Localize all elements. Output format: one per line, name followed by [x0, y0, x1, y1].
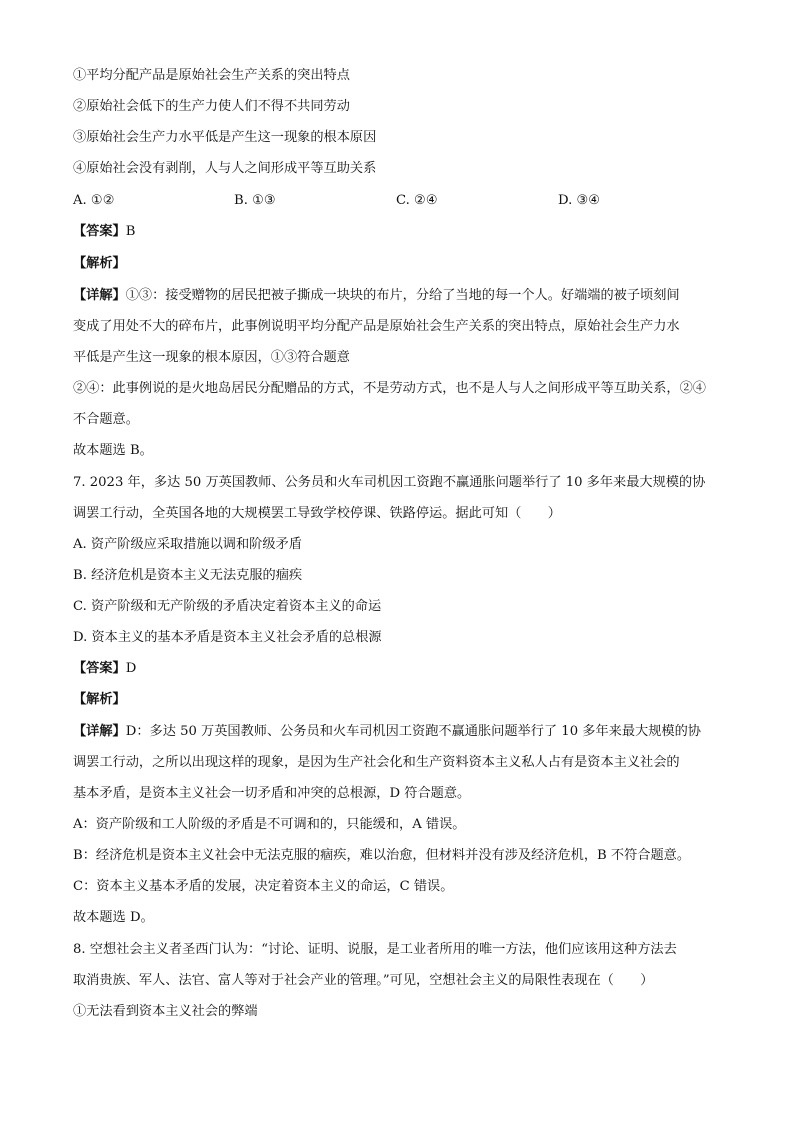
q6-analysis-heading — [73, 254, 723, 274]
q7-detail-b: B：经济危机是资本主义社会中无法克服的痼疾，难以治愈，但材料并没有涉及经济危机，B 不符合题意。 — [73, 848, 691, 863]
q7-detail-c: C：资本主义基本矛盾的发展，决定着资本主义的命运，C 错误。 — [73, 879, 454, 894]
q6-option-a: A. ①② — [73, 193, 115, 208]
answer-value: B — [125, 224, 136, 239]
q6-statement-2: ②原始社会低下的生产力使人们不得不共同劳动 — [73, 99, 350, 114]
q7-detail-line-1 — [73, 722, 723, 742]
detail-text: D：多达 50 万英国教师、公务员和火车司机因工资跑不赢通胀问题举行了 10 多年来最大规模的协 — [125, 724, 701, 739]
q7-detail-line-3: 基本矛盾，是资本主义社会一切矛盾和冲突的总根源，D 符合题意。 — [73, 786, 471, 801]
q7-option-c: C. 资产阶级和无产阶级的矛盾决定着资本主义的命运 — [73, 599, 382, 614]
q7-option-b: B. 经济危机是资本主义无法克服的痼疾 — [73, 568, 303, 583]
q6-detail-line-3: 平低是产生这一现象的根本原因，①③符合题意 — [73, 350, 350, 365]
q6-statement-4: ④原始社会没有剥削，人与人之间形成平等互助关系 — [73, 161, 377, 176]
answer-label: 【答案】 — [73, 661, 126, 676]
answer-value: D — [125, 661, 137, 676]
q7-analysis-heading — [73, 690, 723, 710]
answer-label: 【答案】 — [73, 224, 126, 239]
q7-option-a: A. 资产阶级应采取措施以调和阶级矛盾 — [73, 537, 302, 552]
q7-conclusion: 故本题选 D。 — [73, 910, 154, 925]
q6-detail-line-4: ②④：此事例说的是火地岛居民分配赠品的方式，不是劳动方式，也不是人与人之间形成平等互助关系，②④ — [73, 381, 706, 396]
q8-statement-1: ①无法看到资本主义社会的弊端 — [73, 1004, 258, 1019]
q6-conclusion: 故本题选 B。 — [73, 443, 153, 458]
analysis-label: 【解析】 — [73, 256, 126, 271]
q6-detail-line-1 — [73, 286, 723, 306]
q6-options-row — [73, 191, 723, 211]
q7-detail-line-2: 调罢工行动，之所以出现这样的现象，是因为生产社会化和生产资料资本主义私人占有是资本主义社会的 — [73, 755, 680, 770]
q8-stem-line-2: 取消贵族、军人、法官、富人等对于社会产业的管理。”可见，空想社会主义的局限性表现在（ ） — [73, 973, 654, 988]
detail-label: 【详解】 — [73, 288, 126, 303]
q6-option-d: D. ③④ — [558, 193, 601, 208]
q7-answer — [73, 659, 723, 679]
detail-text: ①③：接受赠物的居民把被子撕成一块块的布片，分给了当地的每一个人。好端端的被子顷刻间 — [125, 288, 680, 303]
q6-detail-line-2: 变成了用处不大的碎布片，此事例说明平均分配产品是原始社会生产关系的突出特点，原始社会生产力水 — [73, 319, 680, 334]
q6-answer — [73, 222, 723, 242]
q7-stem-line-2: 调罢工行动，全英国各地的大规模罢工导致学校停课、铁路停运。据此可知（ ） — [73, 506, 561, 521]
detail-label: 【详解】 — [73, 724, 126, 739]
q6-option-b: B. ①③ — [234, 193, 276, 208]
q6-option-c: C. ②④ — [396, 193, 438, 208]
q8-stem-line-1: 8. 空想社会主义者圣西门认为：“讨论、证明、说服，是工业者所用的唯一方法，他们应该用这种方法去 — [73, 942, 677, 957]
q7-detail-a: A：资产阶级和工人阶级的矛盾是不可调和的，只能缓和，A 错误。 — [73, 817, 466, 832]
q6-statement-1: ①平均分配产品是原始社会生产关系的突出特点 — [73, 68, 350, 83]
q7-stem-line-1: 7. 2023 年，多达 50 万英国教师、公务员和火车司机因工资跑不赢通胀问题举行了 10 多年来最大规模的协 — [73, 475, 706, 490]
q7-option-d: D. 资本主义的基本矛盾是资本主义社会矛盾的总根源 — [73, 630, 382, 645]
q6-detail-line-5: 不合题意。 — [73, 412, 139, 427]
analysis-label: 【解析】 — [73, 692, 126, 707]
q6-statement-3: ③原始社会生产力水平低是产生这一现象的根本原因 — [73, 130, 377, 145]
